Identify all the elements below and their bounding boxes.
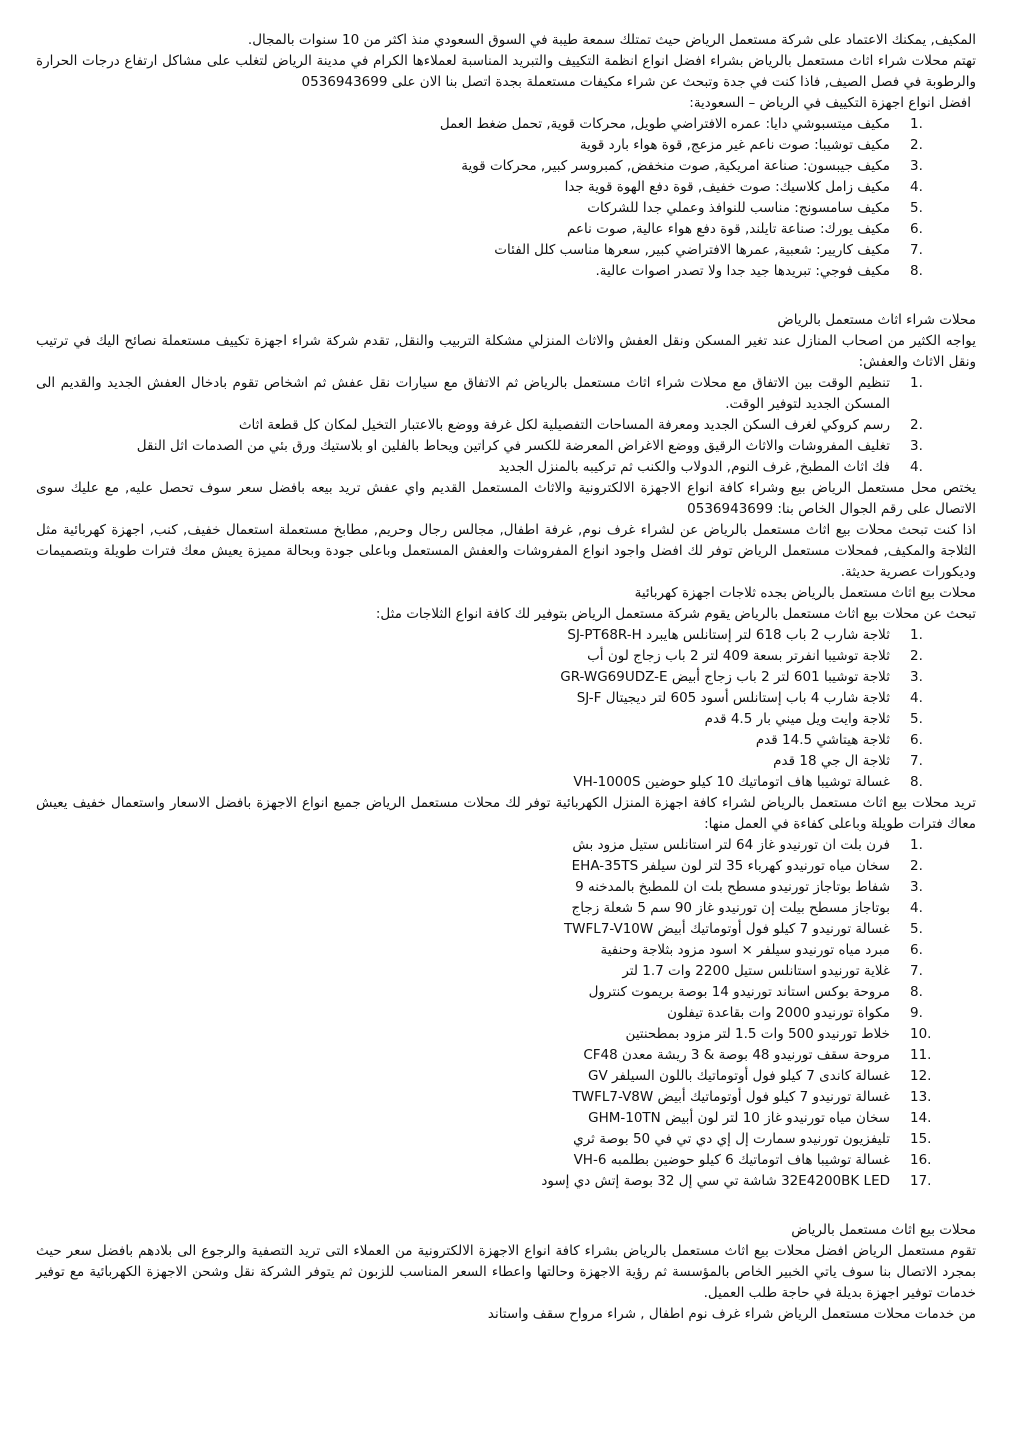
list-item: 1. ثلاجة شارب 2 باب 618 لتر إستانلس هايبرد SJ-PT68R-H bbox=[567, 627, 923, 643]
list-item: 16. غسالة توشيبا هاف اتوماتيك 6 كيلو حوضين بطلمبه VH-6 bbox=[573, 1152, 932, 1168]
fridges-intro-paragraph: تبحث عن محلات بيع اثاث مستعمل بالرياض يقوم شركة مستعمل الرياض بتوفير لك كافة انواع الثلاجات مثل: bbox=[375, 606, 976, 622]
list-item: 17. 32E4200BK LED شاشة تي سي إل 32 بوصة إتش دي إسود bbox=[541, 1173, 932, 1189]
list-item: 2. ثلاجة توشيبا انفرتر بسعة 409 لتر 2 باب زجاج لون أب bbox=[587, 648, 923, 664]
list-item: 12. غسالة كاندى 7 كيلو فول أوتوماتيك باللون السيلفر GV bbox=[588, 1068, 932, 1084]
list-item: 7. مكيف كاريير: شعبية, عمرها الافتراضي كبير, سعرها مناسب كلل الفئات bbox=[494, 242, 923, 258]
list-item: 10. خلاط تورنيدو 500 وات 1.5 لتر مزود بمطحنتين bbox=[625, 1026, 932, 1042]
moving-intro-paragraph: يواجه الكثير من اصحاب المنازل عند تغير المسكن ونقل العفش والاثاث المنزلي مشكلة التربيب والنقل, تقدم شركة شراء اجهزة تكييف مستعملة نصائح اليك في ترتيب ونقل الاثاث والعفش: bbox=[36, 333, 976, 370]
list-item: 2. سخان مياه تورنيدو كهرباء 35 لتر لون سيلفر EHA-35TS bbox=[571, 858, 923, 874]
furniture-paragraph: اذا كنت تبحث محلات بيع اثاث مستعمل بالرياض عن لشراء غرف نوم, غرفة اطفال, مجالس رجال وحريم, مطابخ مستعملة استعمال خفيف, كنب, اجهزة كهربائية مثل الثلاجة والمكيف, فمحلات مستعمل الرياض توفر لك افضل واجود انواع المفروشات والعفش المستعمل وباعلى جودة وبحالة مميزة يعيش معك فترات طويلة وبتصميمات وديكورات عصرية حديثة. bbox=[36, 522, 976, 580]
list-item: 1. مكيف ميتسبوشي دايا: عمره الافتراضي طويل, محركات قوية, تحمل ضغط العمل bbox=[439, 116, 923, 132]
ac-paragraph: تهتم محلات شراء اثاث مستعمل بالرياض بشراء افضل انواع انظمة التكييف والتبريد المناسبة لعملاءها الكرام في مدينة الرياض لتغلب على مشاكل ارتفاع درجات الحرارة والرطوبة في فصل الصيف, فاذا كنت في جدة وتبحث عن شراء مكيفات مستعملة بجدة اتصل بنا الان على 0536943699 bbox=[36, 53, 976, 90]
list-item: 4. فك اثاث المطبخ, غرف النوم, الدولاب والكنب ثم تركيبه بالمنزل الجديد bbox=[498, 459, 923, 475]
list-item: 1. فرن بلت ان تورنيدو غاز 64 لتر استانلس ستيل مزود بش bbox=[572, 837, 923, 853]
list-item: 6. ثلاجة هيتاشي 14.5 قدم bbox=[755, 732, 923, 748]
section-heading: محلات بيع اثاث مستعمل بالرياض بجده ثلاجات اجهزة كهربائية bbox=[634, 585, 976, 601]
intro-paragraph: المكيف, يمكنك الاعتماد على شركة مستعمل الرياض حيث تمتلك سمعة طيبة في السوق السعودي منذ اكثر من 10 سنوات بالمجال. bbox=[247, 32, 976, 48]
list-item: 8. غسالة توشيبا هاف اتوماتيك 10 كيلو حوضين VH-1000S bbox=[573, 774, 923, 790]
list-item: 6. مكيف يورك: صناعة تايلند, قوة دفع هواء عالية, صوت ناعم bbox=[566, 221, 923, 237]
moving-tips-list bbox=[36, 373, 976, 478]
section-heading: محلات شراء اثاث مستعمل بالرياض bbox=[777, 312, 976, 328]
list-item: 5. غسالة تورنيدو 7 كيلو فول أوتوماتيك أبيض TWFL7-V10W bbox=[563, 921, 923, 937]
document-page bbox=[36, 30, 976, 1325]
list-item: 4. ثلاجة شارب 4 باب إستانلس أسود 605 لتر ديجيتال SJ-F bbox=[576, 690, 923, 706]
list-item: 13. غسالة تورنيدو 7 كيلو فول أوتوماتيك أبيض TWFL7-V8W bbox=[572, 1089, 932, 1105]
appliances-paragraph: تريد محلات بيع اثاث مستعمل بالرياض لشراء كافة اجهزة المنزل الكهربائية توفر لك محلات مستعمل الرياض جميع انواع الاجهزة بافضل الاسعار واستعمال خفيف يعيش معاك فترات طويلة وباعلى كفاءة في العمل منها: bbox=[36, 795, 976, 832]
list-item: 3. تغليف المفروشات والاثاث الرقيق ووضع الاغراض المعرضة للكسر في كراتين ويحاط بالفلين او بلاستيك ورق بئي من الصدمات اثل النقل bbox=[136, 438, 923, 454]
services-paragraph: من خدمات محلات مستعمل الرياض شراء غرف نوم اطفال , شراء مرواح سقف واستاند bbox=[487, 1306, 976, 1322]
list-item: 15. تليفزيون تورنيدو سمارت إل إي دي تي في 50 بوصة ثري bbox=[573, 1131, 932, 1147]
list-item: 8. مكيف فوجي: تبريدها جيد جدا ولا تصدر اصوات عالية. bbox=[595, 263, 923, 279]
ac-list-title: افضل انواع اجهزة التكييف في الرياض – السعودية: bbox=[689, 95, 971, 111]
list-item: 7. ثلاجة ال جي 18 قدم bbox=[773, 753, 923, 769]
list-item: 14. سخان مياه تورنيدو غاز 10 لتر لون أبيض GHM-10TN bbox=[588, 1110, 932, 1126]
list-item: 7. غلاية تورنيدو استانلس ستيل 2200 وات 1.7 لتر bbox=[622, 963, 923, 979]
list-item: 3. ثلاجة توشيبا 601 لتر 2 باب زجاج أبيض GR-WG69UDZ-E bbox=[560, 669, 923, 685]
list-item: 4. مكيف زامل كلاسيك: صوت خفيف, قوة دفع الهوة قوية جدا bbox=[564, 179, 923, 195]
section-heading: محلات بيع اثاث مستعمل بالرياض bbox=[791, 1222, 976, 1238]
list-item: 2. مكيف توشيبا: صوت ناعم غير مزعج, قوة هواء بارد قوية bbox=[579, 137, 923, 153]
buying-paragraph: تقوم مستعمل الرياض افضل محلات بيع اثاث مستعمل بالرياض بشراء كافة انواع الاجهزة الالكترونية من العملاء التى تريد التصفية والرجوع الى بلادهم بافضل سعر حيث بمجرد الاتصال بنا سوف ياتي الخبير الخاص بالمؤسسة ثم رؤية الاجهزة وحالتها واعطاء السعر المناسب للزبون ثم يتوفر الشركة نقل وشحن الاجهزة الكهربائية مع توفير خدمات توفير اجهزة بديلة في حاجة طلب العميل. bbox=[36, 1243, 976, 1301]
list-item: 9. مكواة تورنيدو 2000 وات بقاعدة تيفلون bbox=[667, 1005, 923, 1021]
list-item: 11. مروحة سقف تورنيدو 48 بوصة & 3 ريشة معدن CF48 bbox=[583, 1047, 932, 1063]
list-item: 3. شفاط بوتاجاز تورنيدو مسطح بلت ان للمطبخ بالمدخنه 9 bbox=[575, 879, 923, 895]
list-item: 8. مروحة بوكس استاند تورنيدو 14 بوصة بريموت كنترول bbox=[588, 984, 923, 1000]
fridges-list bbox=[36, 625, 976, 793]
list-item: 6. مبرد مياه تورنيدو سيلفر × اسود مزود بثلاجة وحنفية bbox=[600, 942, 923, 958]
list-item: 1. تنظيم الوقت بين الاتفاق مع محلات شراء اثاث مستعمل بالرياض ثم الاتفاق مع سيارات نقل عفش ثم اشخاص تقوم بادخال العفش الجديد والقديم الى المسكن الجديد لتوفير الوقت. bbox=[36, 375, 923, 412]
appliances-list bbox=[36, 835, 976, 1192]
contact-paragraph: يختص محل مستعمل الرياض بيع وشراء كافة انواع الاجهزة الالكترونية والاثاث المستعمل القديم واي عفش تريد بيعه بافضل سعر سوف تحصل عليه, مع عليك سوى الاتصال على رقم الجوال الخاص بنا: 0536943699 bbox=[36, 480, 976, 517]
list-item: 3. مكيف جيبسون: صناعة امريكية, صوت منخفض, كمبروسر كبير, محركات قوية bbox=[461, 158, 923, 174]
list-item: 5. مكيف سامسونج: مناسب للنوافذ وعملي جدا للشركات bbox=[587, 200, 923, 216]
ac-types-list bbox=[36, 114, 976, 282]
list-item: 5. ثلاجة وايت ويل ميني بار 4.5 قدم bbox=[704, 711, 923, 727]
list-item: 2. رسم كروكي لغرف السكن الجديد ومعرفة المساحات التفصيلية لكل غرفة ووضع بالاعتبار التخيل لمكان كل قطعة اثاث bbox=[238, 417, 923, 433]
list-item: 4. بوتاجاز مسطح بيلت إن تورنيدو غاز 90 سم 5 شعلة زجاج bbox=[571, 900, 923, 916]
